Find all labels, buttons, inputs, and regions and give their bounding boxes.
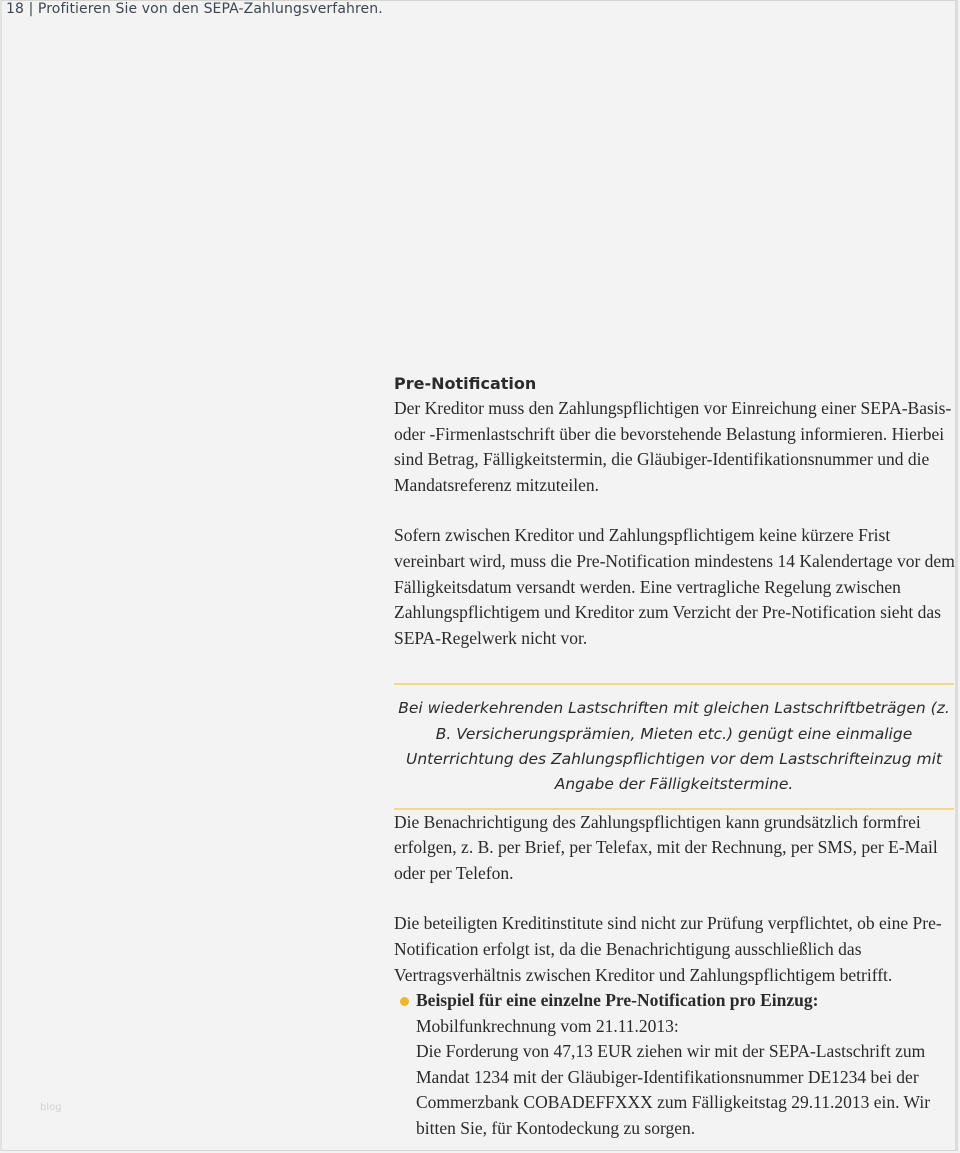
paragraph: Sofern zwischen Kreditor und Zahlungspflichtigem keine kürzere Frist vereinbart wird, muss die Pre-Notification mindestens 14 Kalendertage vor dem Fälligkeitsdatum versandt werden. Eine vertragliche Regelung zwischen Zahlungspflichtigem und Kreditor zum Verzicht der Pre-Notification sieht das SEPA-Regelwerk nicht vor. xyxy=(394,525,955,648)
running-head: 18 | Profitieren Sie von den SEPA-Zahlungsverfahren. xyxy=(6,1,383,17)
paragraph: Die beteiligten Kreditinstitute sind nicht zur Prüfung verpflichtet, ob eine Pre-Notification erfolgt ist, da die Benachrichtigung ausschließlich das Vertragsverhältnis zwischen Kreditor und Zahlungspflichtigem betrifft. xyxy=(394,913,942,985)
main-content xyxy=(394,372,956,1142)
example-title: Beispiel für eine einzelne Pre-Notification pro Einzug: xyxy=(416,990,819,1011)
example-line: Mobilfunkrechnung vom 21.11.2013: xyxy=(416,1015,679,1036)
bullet-dot-icon xyxy=(400,997,409,1006)
highlight-callout: Bei wiederkehrenden Lastschriften mit gleichen Lastschriftbeträgen (z. B. Versicherungsprämien, Mieten etc.) genügt eine einmalige Unterrichtung des Zahlungspflichtigen vor dem Lastschrifteinzug mit Angabe der Fälligkeitstermine. xyxy=(394,683,954,809)
paragraph: Die Benachrichtigung des Zahlungspflichtigen kann grundsätzlich formfrei erfolgen, z. B. per Brief, per Telefax, mit der Rechnung, per SMS, per E-Mail oder per Telefon. xyxy=(394,811,938,883)
example-bullet xyxy=(394,988,956,1142)
spacer xyxy=(394,498,956,523)
example-line: Die Forderung von 47,13 EUR ziehen wir mit der SEPA-Lastschrift zum Mandat 1234 mit der Gläubiger-Identifikationsnummer DE1234 bei der Commerzbank COBADEFFXXX zum Fälligkeitstag 29.11.2013 ein. Wir bitten Sie, für Kontodeckung zu sorgen. xyxy=(416,1041,931,1139)
watermark: blog xyxy=(40,1102,62,1113)
paragraph: Der Kreditor muss den Zahlungspflichtigen vor Einreichung einer SEPA-Basis- oder -Firmenlastschrift über die bevorstehende Belastung informieren. Hierbei sind Betrag, Fälligkeitstermin, die Gläubiger-Identifikationsnummer und die Mandatsreferenz mitzuteilen. xyxy=(394,398,952,495)
spacer xyxy=(394,886,956,911)
section-title: Pre-Notification xyxy=(394,374,537,393)
